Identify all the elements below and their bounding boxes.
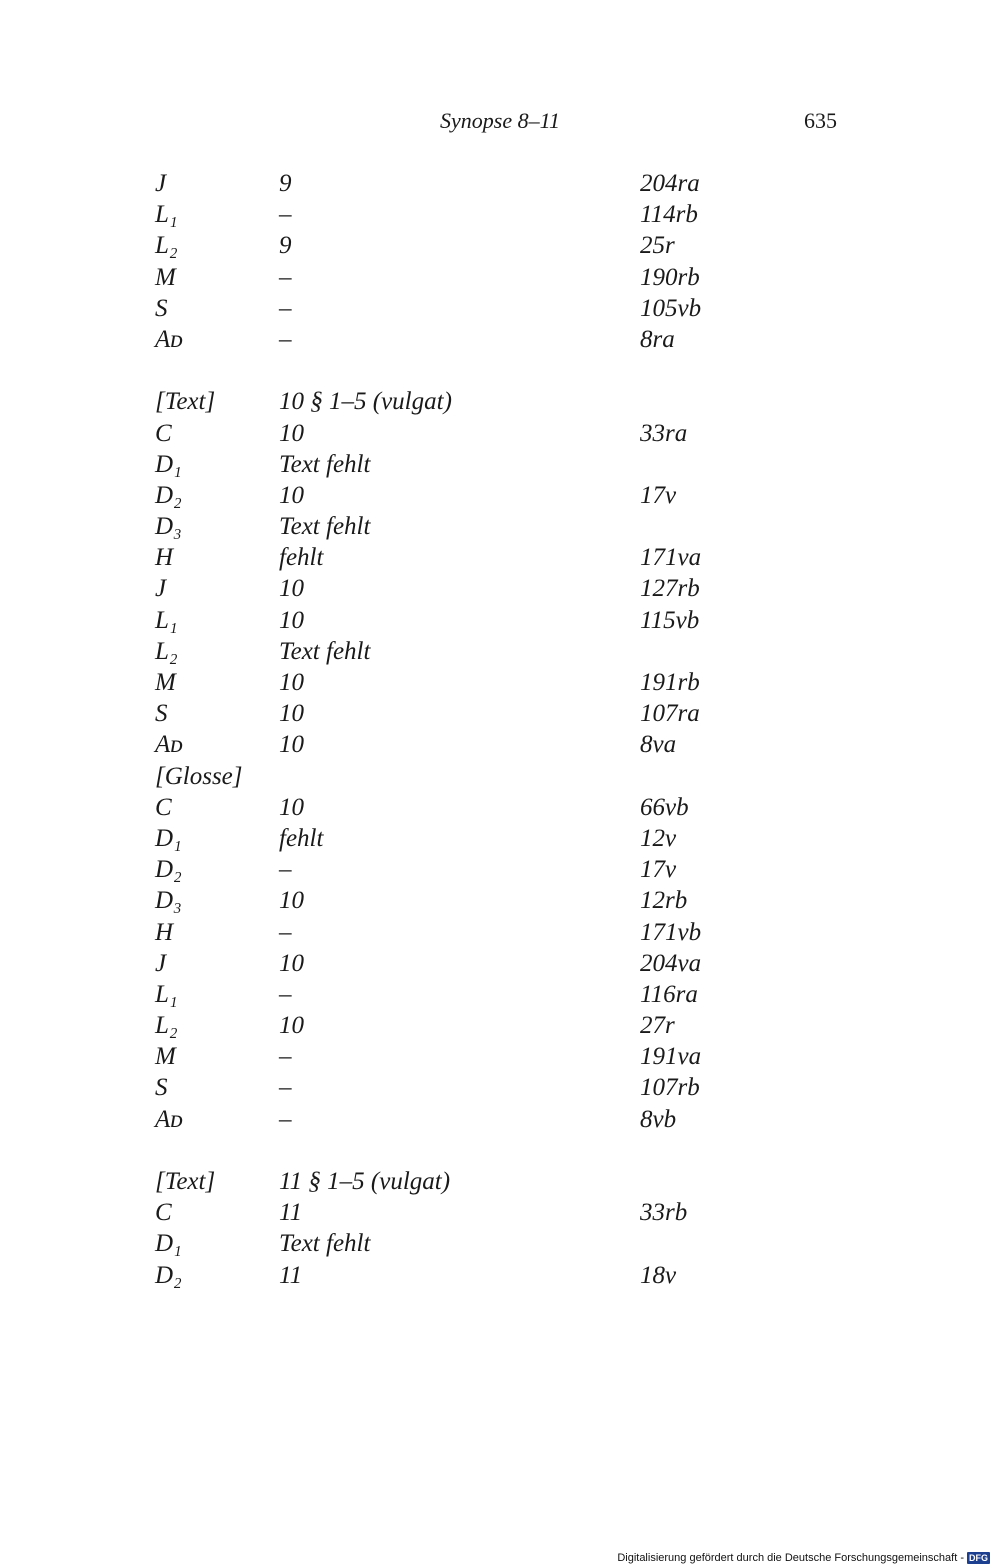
folio-cell: 17v <box>640 481 677 509</box>
siglum-cell: C <box>155 419 172 447</box>
folio-cell: 127rb <box>640 575 700 603</box>
folio-cell: 191rb <box>640 669 700 696</box>
table-row <box>155 386 875 417</box>
footer-credit <box>617 1551 990 1565</box>
folio-cell: 18v <box>640 1261 677 1289</box>
folio-cell: 8vb <box>640 1105 677 1133</box>
siglum-cell: D₂ <box>155 481 182 509</box>
chapter-cell: – <box>279 1043 292 1071</box>
table-row <box>155 979 875 1010</box>
table-row <box>155 230 875 261</box>
siglum-cell: D₃ <box>155 887 182 915</box>
table-row <box>155 636 875 667</box>
siglum-cell: D₁ <box>155 450 182 478</box>
table-row <box>155 542 875 573</box>
table-row <box>155 1104 875 1135</box>
siglum-cell: L₁ <box>155 980 178 1008</box>
chapter-cell: 10 <box>279 419 304 447</box>
table-row <box>155 573 875 604</box>
table-row <box>155 1072 875 1103</box>
folio-cell: 27r <box>640 1012 675 1040</box>
siglum-cell: S <box>155 1074 168 1102</box>
chapter-cell: – <box>279 263 292 291</box>
page-number: 635 <box>804 108 837 133</box>
folio-cell: 105vb <box>640 294 702 322</box>
folio-cell: 171va <box>640 544 702 572</box>
table-row <box>155 418 875 449</box>
table-row <box>155 1197 875 1228</box>
table-row <box>155 1166 875 1197</box>
table-row <box>155 1260 875 1291</box>
siglum-cell: C <box>155 793 172 821</box>
chapter-cell: 9 <box>279 170 292 197</box>
siglum-cell: Aᴅ <box>155 325 183 353</box>
chapter-cell: 9 <box>279 232 292 260</box>
siglum-cell: H <box>155 544 174 572</box>
chapter-cell: 11 § 1–5 (vulgat) <box>279 1168 451 1195</box>
folio-cell: 8va <box>640 731 677 759</box>
chapter-cell: – <box>279 1074 292 1102</box>
running-title: Synopse 8–11 <box>440 108 560 133</box>
folio-cell: 116ra <box>640 980 698 1008</box>
chapter-cell: 10 <box>279 481 304 509</box>
table-row <box>155 1010 875 1041</box>
table-row <box>155 1041 875 1072</box>
table-row <box>155 262 875 293</box>
siglum-cell: H <box>155 918 174 946</box>
chapter-cell: – <box>279 294 292 322</box>
chapter-cell: – <box>279 1105 292 1133</box>
folio-cell: 12rb <box>640 887 688 915</box>
siglum-cell: C <box>155 1199 172 1227</box>
siglum-cell: D₂ <box>155 1261 182 1289</box>
chapter-cell: Text fehlt <box>279 637 371 665</box>
siglum-cell: [Text] <box>155 388 216 416</box>
folio-cell: 171vb <box>640 918 702 946</box>
folio-cell: 204va <box>640 949 702 977</box>
siglum-cell: M <box>155 669 176 696</box>
chapter-cell: Text fehlt <box>279 513 371 541</box>
siglum-cell: Aᴅ <box>155 1105 183 1133</box>
folio-cell: 25r <box>640 232 675 260</box>
table-row <box>155 168 875 199</box>
chapter-cell: – <box>279 918 292 946</box>
siglum-cell: D₁ <box>155 1230 182 1258</box>
folio-cell: 190rb <box>640 263 700 291</box>
table-row <box>155 511 875 542</box>
chapter-cell: 10 <box>279 669 304 696</box>
table-row <box>155 324 875 355</box>
siglum-cell: D₂ <box>155 856 182 884</box>
siglum-cell: J <box>155 170 167 197</box>
siglum-cell: S <box>155 700 168 728</box>
siglum-cell: L₁ <box>155 606 178 634</box>
dfg-logo-icon: DFG <box>969 1553 988 1563</box>
folio-cell: 114rb <box>640 201 698 229</box>
siglum-cell: Aᴅ <box>155 731 183 759</box>
table-row <box>155 480 875 511</box>
siglum-cell: [Text] <box>155 1168 216 1195</box>
table-row <box>155 605 875 636</box>
folio-cell: 115vb <box>640 606 700 634</box>
chapter-cell: fehlt <box>279 544 324 572</box>
chapter-cell: – <box>279 856 292 884</box>
siglum-cell: L₁ <box>155 201 178 229</box>
chapter-cell: 10 <box>279 731 304 759</box>
chapter-cell: 10 <box>279 1012 304 1040</box>
chapter-cell: – <box>279 201 292 229</box>
siglum-cell: S <box>155 294 168 322</box>
table-row <box>155 729 875 760</box>
siglum-cell: D₁ <box>155 824 182 852</box>
folio-cell: 8ra <box>640 325 675 353</box>
folio-cell: 33rb <box>640 1199 688 1227</box>
folio-cell: 107rb <box>640 1074 700 1102</box>
chapter-cell: 10 <box>279 606 304 634</box>
folio-cell: 191va <box>640 1043 702 1071</box>
chapter-cell: – <box>279 980 292 1008</box>
chapter-cell: 10 <box>279 793 304 821</box>
footer-text: Digitalisierung gefördert durch die Deutsche Forschungsgemeinschaft - <box>617 1552 964 1564</box>
chapter-cell: 10 <box>279 700 304 728</box>
table-row <box>155 293 875 324</box>
siglum-cell: J <box>155 949 167 977</box>
folio-cell: 33ra <box>640 419 688 447</box>
table-row <box>155 948 875 979</box>
table-row <box>155 823 875 854</box>
folio-cell: 204ra <box>640 170 700 197</box>
chapter-cell: 11 <box>279 1261 303 1289</box>
folio-cell: 66vb <box>640 793 689 821</box>
chapter-cell: fehlt <box>279 824 324 852</box>
synopsis-table <box>155 168 875 1291</box>
table-row <box>155 667 875 698</box>
table-row <box>155 1228 875 1259</box>
siglum-cell: M <box>155 263 176 291</box>
siglum-cell: L₂ <box>155 232 178 260</box>
chapter-cell: Text fehlt <box>279 450 371 478</box>
table-row <box>155 449 875 480</box>
chapter-cell: – <box>279 325 292 353</box>
chapter-cell: 10 <box>279 575 304 603</box>
siglum-cell: J <box>155 575 167 603</box>
row-gap <box>155 1135 875 1166</box>
chapter-cell: 11 <box>279 1199 303 1227</box>
folio-cell: 17v <box>640 856 677 884</box>
siglum-cell: [Glosse] <box>155 762 243 790</box>
table-row <box>155 698 875 729</box>
row-gap <box>155 355 875 386</box>
chapter-cell: 10 <box>279 887 304 915</box>
table-row <box>155 199 875 230</box>
table-row <box>155 885 875 916</box>
siglum-cell: L₂ <box>155 1012 178 1040</box>
chapter-cell: 10 <box>279 949 304 977</box>
folio-cell: 12v <box>640 824 677 852</box>
siglum-cell: M <box>155 1043 176 1071</box>
siglum-cell: L₂ <box>155 637 178 665</box>
table-row <box>155 761 875 792</box>
table-row <box>155 792 875 823</box>
chapter-cell: 10 § 1–5 (vulgat) <box>279 388 452 416</box>
table-row <box>155 917 875 948</box>
folio-cell: 107ra <box>640 700 700 728</box>
chapter-cell: Text fehlt <box>279 1230 371 1258</box>
siglum-cell: D₃ <box>155 513 182 541</box>
table-row <box>155 854 875 885</box>
